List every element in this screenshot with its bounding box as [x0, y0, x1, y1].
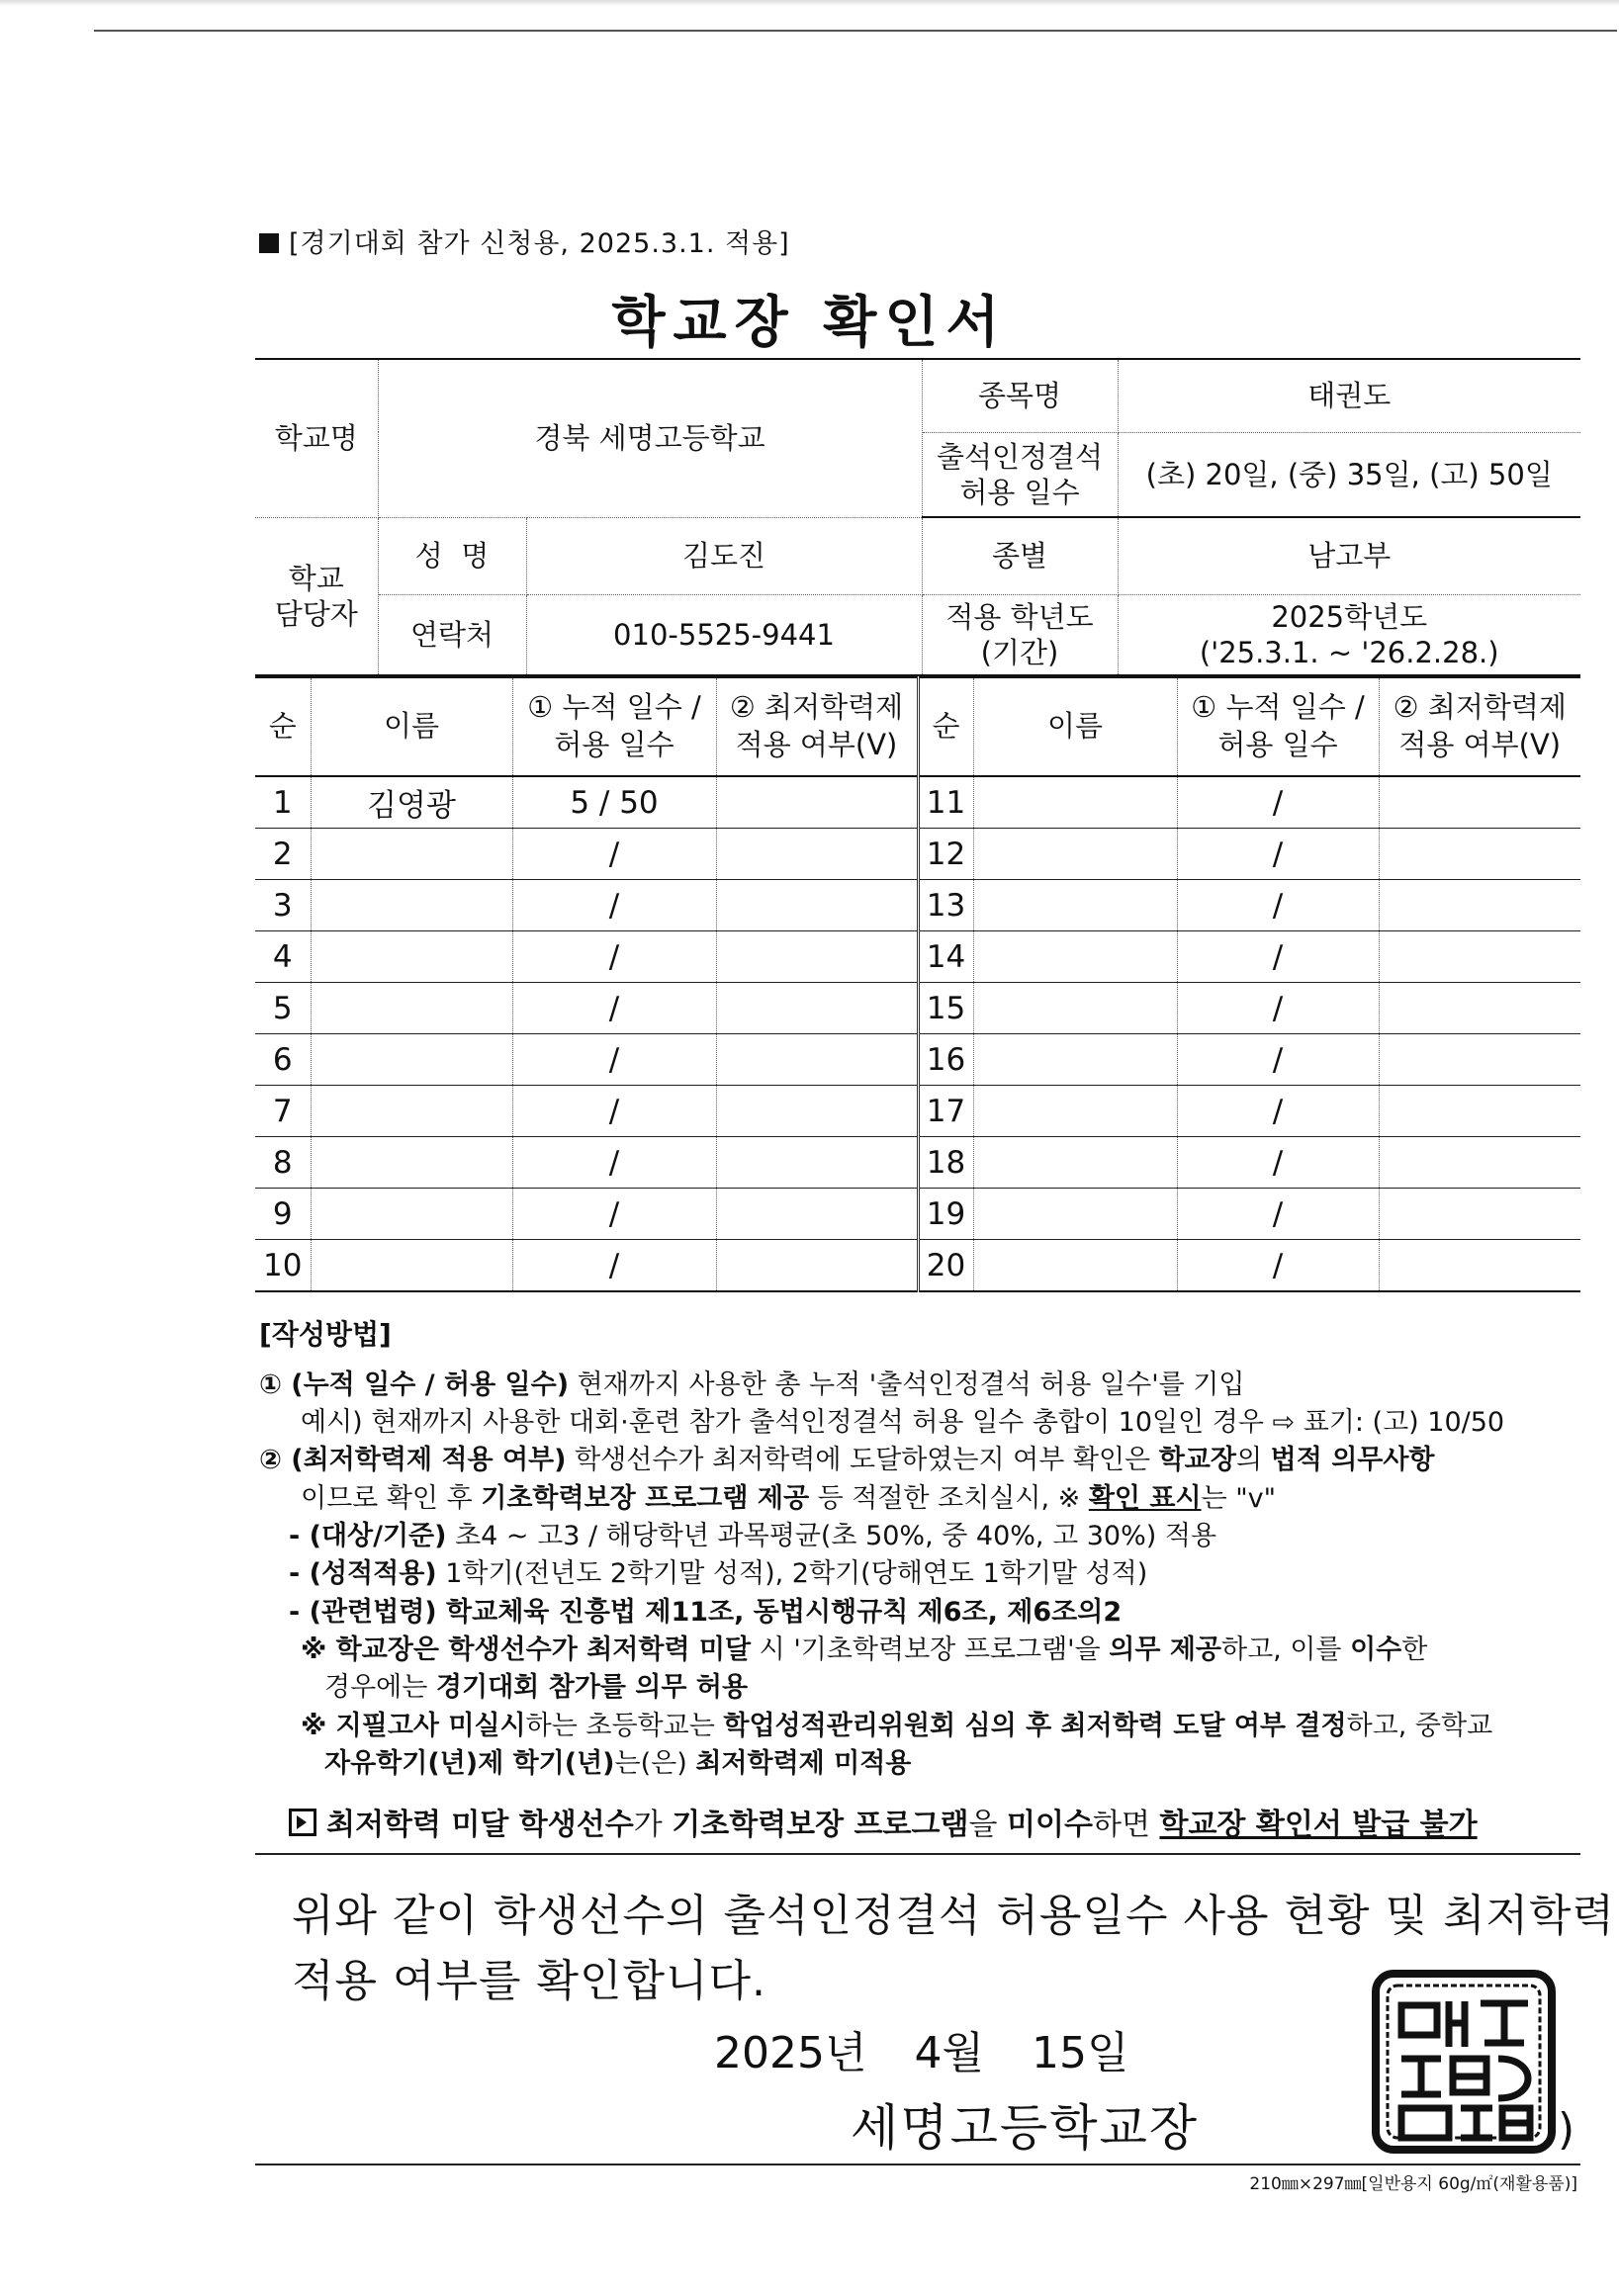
- cell-name: [311, 1240, 512, 1292]
- top-rule: [94, 30, 1617, 32]
- cell-check: [716, 776, 918, 829]
- cell-check: [1379, 1034, 1580, 1086]
- cell-days: /: [512, 931, 716, 983]
- cell-days: /: [512, 1137, 716, 1189]
- header-cumulative: ① 누적 일수 / 허용 일수: [1177, 677, 1379, 776]
- cell-check: [1379, 1086, 1580, 1137]
- cell-no: 12: [918, 829, 973, 880]
- seal-paren: ): [1558, 2104, 1575, 2155]
- cell-no: 15: [918, 983, 973, 1034]
- cell-check: [716, 1034, 918, 1086]
- paper-spec: 210㎜×297㎜[일반용지 60g/㎡(재활용품)]: [1249, 2174, 1577, 2194]
- cell-name: [973, 1034, 1177, 1086]
- cell-no: 16: [918, 1034, 973, 1086]
- cell-days: /: [512, 829, 716, 880]
- cell-no: 17: [918, 1086, 973, 1137]
- cell-name: [973, 1086, 1177, 1137]
- cell-name: [311, 983, 512, 1034]
- header-name: 이름: [311, 677, 512, 776]
- cell-days: /: [1177, 776, 1379, 829]
- cell-name: [973, 1240, 1177, 1292]
- cell-name: [311, 931, 512, 983]
- category-value: 남고부: [1118, 517, 1580, 594]
- cell-days: /: [1177, 983, 1379, 1034]
- cell-check: [1379, 880, 1580, 931]
- header-note: [259, 221, 790, 260]
- cell-days: 5 / 50: [512, 776, 716, 829]
- scan-edge: [0, 0, 1619, 6]
- confirmation-statement: 위와 같이 학생선수의 출석인정결석 허용일수 사용 현황 및 최저학력 적용 여부를 확인합니다.: [292, 1891, 1615, 2006]
- header-cumulative: ① 누적 일수 / 허용 일수: [512, 677, 716, 776]
- cell-no: 7: [255, 1086, 311, 1137]
- cell-name: [311, 880, 512, 931]
- cell-no: 4: [255, 931, 311, 983]
- absence-label: 출석인정결석 허용 일수: [922, 432, 1118, 517]
- cell-days: /: [1177, 1189, 1379, 1240]
- cell-days: /: [1177, 880, 1379, 931]
- header-no: 순: [918, 677, 973, 776]
- table-row: [255, 776, 1580, 829]
- cell-name: [973, 880, 1177, 931]
- cell-no: 9: [255, 1189, 311, 1240]
- cell-no: 5: [255, 983, 311, 1034]
- cell-check: [1379, 776, 1580, 829]
- table-row: [255, 1137, 1580, 1189]
- cell-days: /: [512, 983, 716, 1034]
- cell-days: /: [512, 1086, 716, 1137]
- sport-value: 태권도: [1118, 359, 1580, 432]
- name-label: 성 명: [378, 517, 526, 594]
- cell-check: [1379, 1240, 1580, 1292]
- header-min-academic: ② 최저학력제 적용 여부(V): [716, 677, 918, 776]
- cell-check: [1379, 983, 1580, 1034]
- cell-days: /: [512, 1189, 716, 1240]
- cell-check: [1379, 1189, 1580, 1240]
- cell-days: /: [1177, 1086, 1379, 1137]
- cell-no: 8: [255, 1137, 311, 1189]
- principal-signature: 세명고등학교장: [851, 2099, 1200, 2157]
- cell-name: [973, 776, 1177, 829]
- cell-check: [716, 931, 918, 983]
- table-row: [255, 1189, 1580, 1240]
- bottom-rule: [255, 2164, 1580, 2165]
- cell-name: [973, 983, 1177, 1034]
- header-no: 순: [255, 677, 311, 776]
- header-note-text: [경기대회 참가 신청용, 2025.3.1. 적용]: [289, 228, 790, 259]
- cell-days: /: [1177, 829, 1379, 880]
- cell-check: [1379, 829, 1580, 880]
- cell-check: [716, 1086, 918, 1137]
- table-row: [255, 931, 1580, 983]
- table-row: [255, 1034, 1580, 1086]
- header-name: 이름: [973, 677, 1177, 776]
- school-seal-stamp: [1370, 1968, 1558, 2156]
- cell-name: [311, 1086, 512, 1137]
- cell-no: 19: [918, 1189, 973, 1240]
- table-row: [255, 829, 1580, 880]
- cell-no: 11: [918, 776, 973, 829]
- cell-name: 김영광: [311, 776, 512, 829]
- school-info-table: [255, 358, 1580, 676]
- cell-no: 1: [255, 776, 311, 829]
- table-row: [255, 1086, 1580, 1137]
- phone-label: 연락처: [378, 594, 526, 675]
- cell-days: /: [1177, 1137, 1379, 1189]
- table-row: [255, 880, 1580, 931]
- cell-name: [973, 1189, 1177, 1240]
- cell-days: /: [512, 1034, 716, 1086]
- name-value: 김도진: [526, 517, 922, 594]
- issue-date: 2025년 4월 15일: [714, 2028, 1129, 2078]
- year-value: 2025학년도 ('25.3.1. ~ '26.2.28.): [1118, 594, 1580, 675]
- cell-no: 13: [918, 880, 973, 931]
- square-bullet-icon: [259, 233, 279, 253]
- category-label: 종별: [922, 517, 1118, 594]
- table-row: [255, 1240, 1580, 1292]
- cell-no: 20: [918, 1240, 973, 1292]
- school-label: 학교명: [255, 359, 378, 517]
- cell-days: /: [1177, 1240, 1379, 1292]
- table-row: [255, 983, 1580, 1034]
- cell-no: 18: [918, 1137, 973, 1189]
- cell-name: [311, 829, 512, 880]
- page-title: 학교장 확인서: [611, 291, 1008, 355]
- year-label: 적용 학년도 (기간): [922, 594, 1118, 675]
- arrow-box-icon: [289, 1809, 316, 1836]
- header-min-academic: ② 최저학력제 적용 여부(V): [1379, 677, 1580, 776]
- cell-days: /: [1177, 1034, 1379, 1086]
- cell-check: [716, 983, 918, 1034]
- cell-name: [311, 1189, 512, 1240]
- cell-name: [973, 931, 1177, 983]
- cell-no: 2: [255, 829, 311, 880]
- cell-no: 14: [918, 931, 973, 983]
- divider: [255, 1853, 1580, 1855]
- cell-name: [311, 1034, 512, 1086]
- cell-check: [716, 829, 918, 880]
- instructions-heading: [작성방법]: [259, 1318, 392, 1351]
- cell-check: [716, 1240, 918, 1292]
- cell-no: 10: [255, 1240, 311, 1292]
- cell-no: 3: [255, 880, 311, 931]
- final-notice: 최저학력 미달 학생선수가 기초학력보장 프로그램을 미이수하면 학교장 확인서 발급 불가: [289, 1800, 1478, 1843]
- cell-name: [311, 1137, 512, 1189]
- cell-days: /: [512, 880, 716, 931]
- cell-name: [973, 1137, 1177, 1189]
- student-roster-table: [255, 676, 1580, 1292]
- cell-check: [716, 880, 918, 931]
- contact-group-label: 학교 담당자: [255, 517, 378, 675]
- cell-check: [716, 1189, 918, 1240]
- school-value: 경북 세명고등학교: [378, 359, 922, 517]
- cell-check: [1379, 1137, 1580, 1189]
- cell-name: [973, 829, 1177, 880]
- cell-no: 6: [255, 1034, 311, 1086]
- sport-label: 종목명: [922, 359, 1118, 432]
- phone-value: 010-5525-9441: [526, 594, 922, 675]
- cell-days: /: [1177, 931, 1379, 983]
- absence-value: (초) 20일, (중) 35일, (고) 50일: [1118, 432, 1580, 517]
- cell-check: [1379, 931, 1580, 983]
- cell-check: [716, 1137, 918, 1189]
- cell-days: /: [512, 1240, 716, 1292]
- instructions: [작성방법] ① (누적 일수 / 허용 일수) 현재까지 사용한 총 누적 '출석인정결석 허용 일수'를 기입 예시) 현재까지 사용한 대회·훈련 참가 출석인정결석 허용 일수 총합이 10일인 경우 ⇨ 표기: (고) 10/50 ② (최저학력제 적용 여부) 학생선수가 최저학력에 도달하였는지 여부 확인은 학교장의 법적 의무사항 이므로 확인 후 기초학력보장 프로그램 제공 등 적절한 조치실시, ※ 확인 표시는 "v" - (대상/기준) 초4 ~ 고3 / 해당학년 과목평균(초 50%, 중 40%, 고 30%) 적용 - (성적적용) 1학기(전년도 2학기말 성적), 2학기(당해연도 1학기말 성적) - (관련법령) 학교체육 진흥법 제11조, 동법시행규칙 제6조, 제6조의2 ※ 학교장은 학생선수가 최저학력 미달 시 '기초학력보장 프로그램'을 의무 제공하고, 이를 이수한 경우에는 경기대회 참가를 의무 허용 ※ 지필고사 미실시하는 초등학교는 학업성적관리위원회 심의 후 최저학력 도달 여부 결정하고, 중학교 자유학기(년)제 학기(년)는(은) 최저학력제 미적용: [259, 1315, 1574, 1783]
